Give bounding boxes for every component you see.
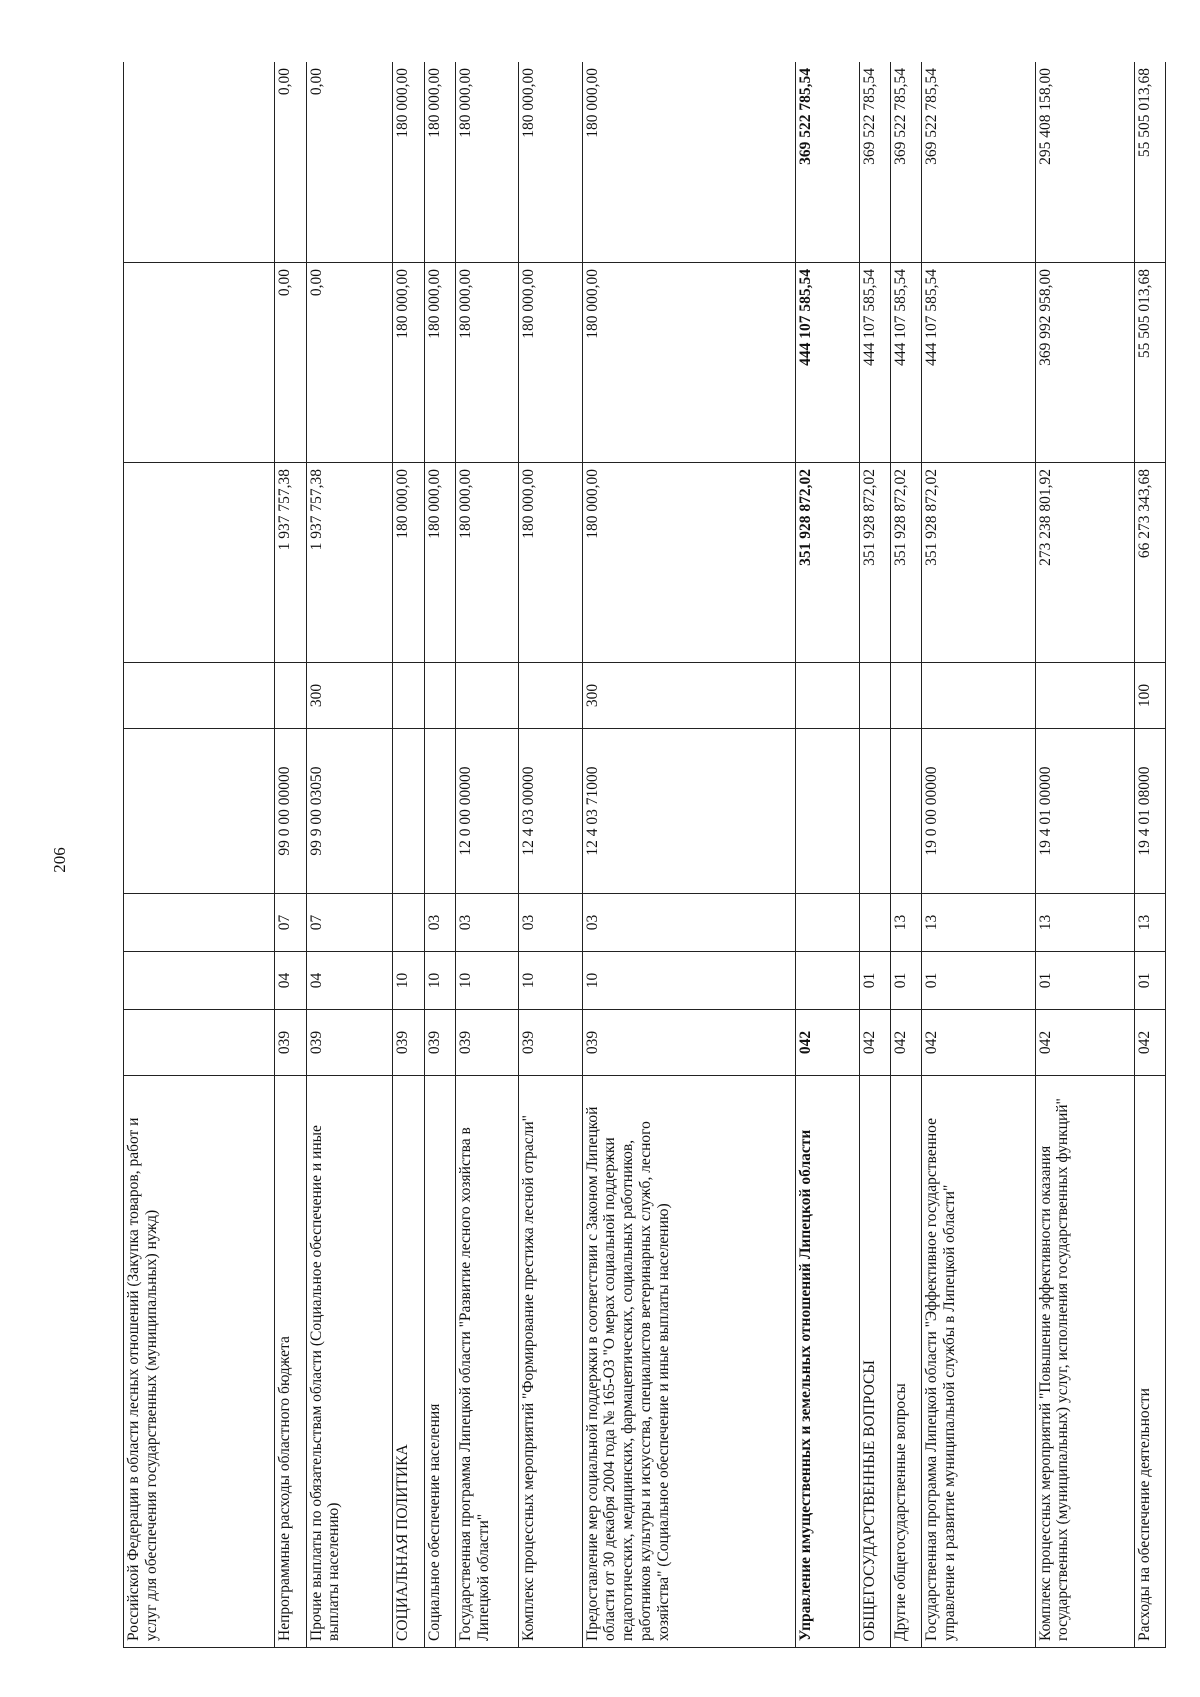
subsection-code-cell: 03 [519,894,582,952]
sum-year1-cell: 180 000,00 [424,463,455,663]
sum-year1-cell: 180 000,00 [455,463,518,663]
sum-year1-cell: 66 273 343,68 [1134,463,1165,663]
subsection-code-cell [796,894,859,952]
expense-type-cell [922,663,1036,729]
section-code-cell: 10 [519,952,582,1010]
sum-year1-cell: 351 928 872,02 [859,463,890,663]
row-name-cell: Российской Федерации в области лесных отношений (Закупка товаров, работ и услуг для обеспечения государственных (муниципальных) нужд) [124,1076,275,1648]
sum-year2-cell: 444 107 585,54 [890,263,921,463]
section-code-cell: 01 [1134,952,1165,1010]
admin-code-cell: 039 [582,1010,796,1076]
row-name-cell: Управление имущественных и земельных отношений Липецкой области [796,1076,859,1648]
sum-year2-cell: 180 000,00 [424,263,455,463]
admin-code-cell: 039 [275,1010,306,1076]
row-name-cell: Предоставление мер социальной поддержки в соответствии с Законом Липецкой области от 30 декабря 2004 года № 165-ОЗ "О мерах социальной поддержки педагогических, медицинских, фармацевтических, социальных работников, работников культуры и искусства, специалистов ветеринарных служб, лесного хозяйства" (Социальное обеспечение и иные выплаты населению) [582,1076,796,1648]
target-article-cell: 19 4 01 00000 [1035,729,1134,894]
expense-type-cell [424,663,455,729]
sum-year3-cell: 369 522 785,54 [859,62,890,263]
budget-table [123,62,1166,1648]
expense-type-cell [519,663,582,729]
section-code-cell: 01 [922,952,1036,1010]
budget-table-body [124,62,1166,1648]
section-code-cell [124,952,275,1010]
subsection-code-cell [859,894,890,952]
table-row [424,62,455,1648]
row-name-cell: ОБЩЕГОСУДАРСТВЕННЫЕ ВОПРОСЫ [859,1076,890,1648]
admin-code-cell: 042 [1134,1010,1165,1076]
subsection-code-cell: 07 [306,894,393,952]
admin-code-cell: 042 [890,1010,921,1076]
sum-year1-cell: 180 000,00 [519,463,582,663]
expense-type-cell: 100 [1134,663,1165,729]
section-code-cell: 04 [275,952,306,1010]
admin-code-cell: 042 [1035,1010,1134,1076]
sum-year2-cell: 444 107 585,54 [922,263,1036,463]
sum-year2-cell: 55 505 013,68 [1134,263,1165,463]
sum-year2-cell: 0,00 [306,263,393,463]
table-row [890,62,921,1648]
subsection-code-cell: 13 [922,894,1036,952]
table-row [582,62,796,1648]
expense-type-cell [393,663,424,729]
table-row [306,62,393,1648]
subsection-code-cell: 03 [582,894,796,952]
sum-year3-cell: 180 000,00 [582,62,796,263]
sum-year1-cell: 1 937 757,38 [306,463,393,663]
admin-code-cell: 039 [424,1010,455,1076]
subsection-code-cell: 13 [1035,894,1134,952]
row-name-cell: Государственная программа Липецкой области "Эффективное государственное управление и развитие муниципальной службы в Липецкой области" [922,1076,1036,1648]
admin-code-cell: 039 [455,1010,518,1076]
table-row [393,62,424,1648]
target-article-cell: 12 4 03 00000 [519,729,582,894]
target-article-cell: 12 0 00 00000 [455,729,518,894]
section-code-cell: 10 [455,952,518,1010]
row-name-cell: Комплекс процессных мероприятий "Формирование престижа лесной отрасли" [519,1076,582,1648]
target-article-cell [890,729,921,894]
sum-year3-cell: 55 505 013,68 [1134,62,1165,263]
expense-type-cell: 300 [582,663,796,729]
sum-year3-cell [124,62,275,263]
row-name-cell: Комплекс процессных мероприятий "Повышение эффективности оказания государственных (муниципальных) услуг, исполнения государственных функций" [1035,1076,1134,1648]
sum-year1-cell: 351 928 872,02 [922,463,1036,663]
subsection-code-cell: 03 [424,894,455,952]
section-code-cell: 01 [890,952,921,1010]
subsection-code-cell: 03 [455,894,518,952]
page-number: 206 [50,847,69,873]
row-name-cell: Прочие выплаты по обязательствам области (Социальное обеспечение и иные выплаты населению) [306,1076,393,1648]
subsection-code-cell [124,894,275,952]
expense-type-cell [890,663,921,729]
table-row [796,62,859,1648]
admin-code-cell: 039 [306,1010,393,1076]
section-code-cell: 01 [859,952,890,1010]
sum-year3-cell: 0,00 [275,62,306,263]
subsection-code-cell: 13 [890,894,921,952]
sum-year3-cell: 180 000,00 [424,62,455,263]
expense-type-cell [275,663,306,729]
section-code-cell: 10 [424,952,455,1010]
target-article-cell [393,729,424,894]
admin-code-cell: 042 [796,1010,859,1076]
admin-code-cell: 039 [519,1010,582,1076]
row-name-cell: Непрограммные расходы областного бюджета [275,1076,306,1648]
sum-year1-cell [124,463,275,663]
table-row [859,62,890,1648]
admin-code-cell: 042 [859,1010,890,1076]
subsection-code-cell: 07 [275,894,306,952]
section-code-cell: 10 [582,952,796,1010]
table-row [922,62,1036,1648]
target-article-cell: 99 0 00 00000 [275,729,306,894]
admin-code-cell [124,1010,275,1076]
table-row [124,62,275,1648]
sum-year2-cell: 180 000,00 [519,263,582,463]
expense-type-cell [1035,663,1134,729]
expense-type-cell [796,663,859,729]
sum-year3-cell: 0,00 [306,62,393,263]
budget-table-rotated [123,62,1166,1648]
row-name-cell: Другие общегосударственные вопросы [890,1076,921,1648]
sum-year3-cell: 369 522 785,54 [796,62,859,263]
section-code-cell: 04 [306,952,393,1010]
subsection-code-cell: 13 [1134,894,1165,952]
target-article-cell [859,729,890,894]
admin-code-cell: 042 [922,1010,1036,1076]
table-row [519,62,582,1648]
sum-year2-cell: 369 992 958,00 [1035,263,1134,463]
sum-year2-cell: 180 000,00 [393,263,424,463]
section-code-cell: 01 [1035,952,1134,1010]
sum-year3-cell: 369 522 785,54 [890,62,921,263]
sum-year1-cell: 180 000,00 [582,463,796,663]
row-name-cell: СОЦИАЛЬНАЯ ПОЛИТИКА [393,1076,424,1648]
sum-year1-cell: 351 928 872,02 [796,463,859,663]
row-name-cell: Расходы на обеспечение деятельности [1134,1076,1165,1648]
table-row [1134,62,1165,1648]
table-row [455,62,518,1648]
row-name-cell: Государственная программа Липецкой области "Развитие лесного хозяйства в Липецкой области" [455,1076,518,1648]
expense-type-cell: 300 [306,663,393,729]
sum-year3-cell: 180 000,00 [393,62,424,263]
target-article-cell: 19 4 01 08000 [1134,729,1165,894]
target-article-cell: 12 4 03 71000 [582,729,796,894]
section-code-cell [796,952,859,1010]
sum-year2-cell: 444 107 585,54 [796,263,859,463]
budget-table-container [123,62,1166,1648]
sum-year3-cell: 369 522 785,54 [922,62,1036,263]
sum-year2-cell: 180 000,00 [582,263,796,463]
target-article-cell [124,729,275,894]
table-row [275,62,306,1648]
row-name-cell: Социальное обеспечение населения [424,1076,455,1648]
expense-type-cell [124,663,275,729]
table-row [1035,62,1134,1648]
sum-year2-cell: 180 000,00 [455,263,518,463]
sum-year3-cell: 180 000,00 [519,62,582,263]
target-article-cell: 19 0 00 00000 [922,729,1036,894]
target-article-cell [796,729,859,894]
sum-year2-cell: 444 107 585,54 [859,263,890,463]
sum-year1-cell: 273 238 801,92 [1035,463,1134,663]
subsection-code-cell [393,894,424,952]
sum-year3-cell: 295 408 158,00 [1035,62,1134,263]
target-article-cell: 99 9 00 03050 [306,729,393,894]
expense-type-cell [859,663,890,729]
admin-code-cell: 039 [393,1010,424,1076]
sum-year1-cell: 180 000,00 [393,463,424,663]
sum-year1-cell: 351 928 872,02 [890,463,921,663]
section-code-cell: 10 [393,952,424,1010]
sum-year2-cell: 0,00 [275,263,306,463]
target-article-cell [424,729,455,894]
sum-year2-cell [124,263,275,463]
sum-year1-cell: 1 937 757,38 [275,463,306,663]
sum-year3-cell: 180 000,00 [455,62,518,263]
expense-type-cell [455,663,518,729]
